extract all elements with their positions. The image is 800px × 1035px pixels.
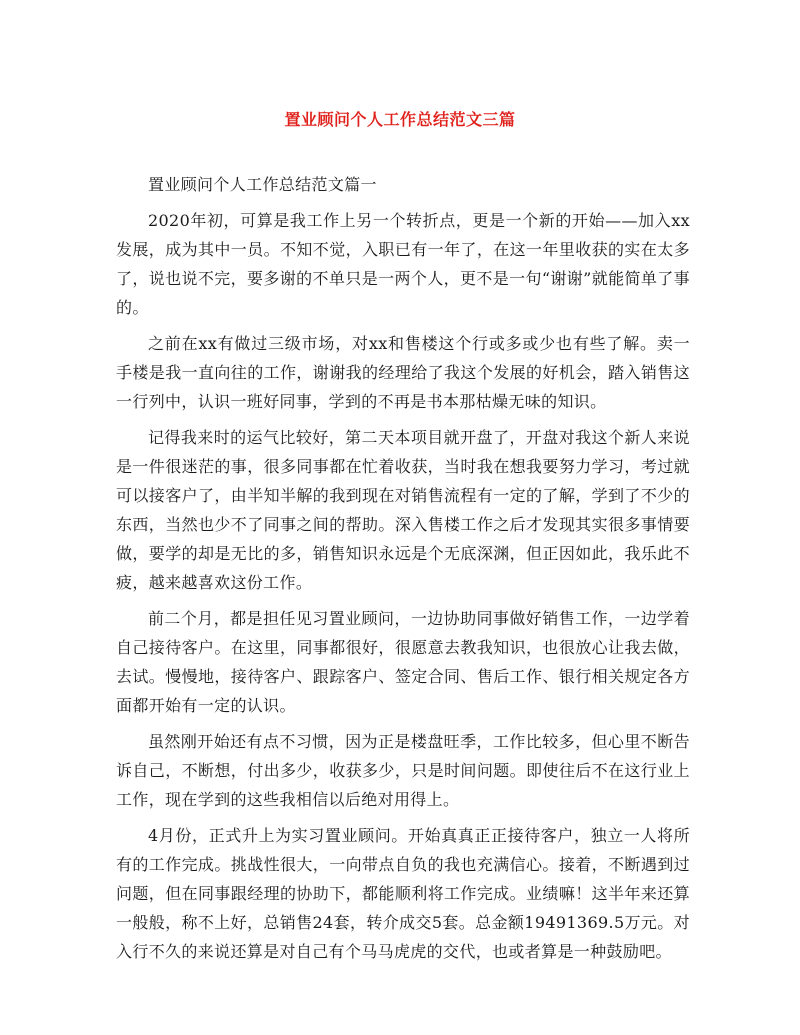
paragraph-5: 虽然刚开始还有点不习惯，因为正是楼盘旺季，工作比较多，但心里不断告诉自己，不断想，付出多少，收获多少，只是时间问题。即使往后不在这行业上工作，现在学到的这些我相信以后绝对用得上。 <box>116 732 690 809</box>
paragraph-1: 2020年初，可算是我工作上另一个转折点，更是一个新的开始——加入xx发展，成为其中一员。不知不觉，入职已有一年了，在这一年里收获的实在太多了，说也说不完，要多谢的不单只是一两个人，更不是一句“谢谢”就能简单了事的。 <box>116 211 690 317</box>
document-body <box>116 170 690 966</box>
paragraph-3: 记得我来时的运气比较好，第二天本项目就开盘了，开盘对我这个新人来说是一件很迷茫的事，很多同事都在忙着收获，当时我在想我要努力学习，考过就可以接客户了，由半知半解的我到现在对销售流程有一定的了解，学到了不少的东西，当然也少不了同事之间的帮助。深入售楼工作之后才发现其实很多事情要做，要学的却是无比的多，销售知识永远是个无底深渊，但正因如此，我乐此不疲，越来越喜欢这份工作。 <box>116 428 690 592</box>
paragraph-4: 前二个月，都是担任见习置业顾问，一边协助同事做好销售工作，一边学着自己接待客户。在这里，同事都很好，很愿意去教我知识，也很放心让我去做，去试。慢慢地，接待客户、跟踪客户、签定合同、售后工作、银行相关规定各方面都开始有一定的认识。 <box>116 609 690 715</box>
paragraph-6: 4月份，正式升上为实习置业顾问。开始真真正正接待客户，独立一人将所有的工作完成。挑战性很大，一向带点自负的我也充满信心。接着，不断遇到过问题，但在同事跟经理的协助下，都能顺利将工作完成。业绩嘛！这半年来还算一般般，称不上好，总销售24套，转介成交5套。总金额19491369.5万元。对入行不久的来说还算是对自己有个马马虎虎的交代，也或者算是一种鼓励吧。 <box>116 826 690 961</box>
document-title: 置业顾问个人工作总结范文三篇 <box>284 110 516 129</box>
paragraph-2: 之前在xx有做过三级市场，对xx和售楼这个行或多或少也有些了解。卖一手楼是我一直向往的工作，谢谢我的经理给了我这个发展的好机会，踏入销售这一行列中，认识一班好同事，学到的不再是书本那枯燥无味的知识。 <box>116 334 690 411</box>
section-heading: 置业顾问个人工作总结范文篇一 <box>148 175 377 194</box>
